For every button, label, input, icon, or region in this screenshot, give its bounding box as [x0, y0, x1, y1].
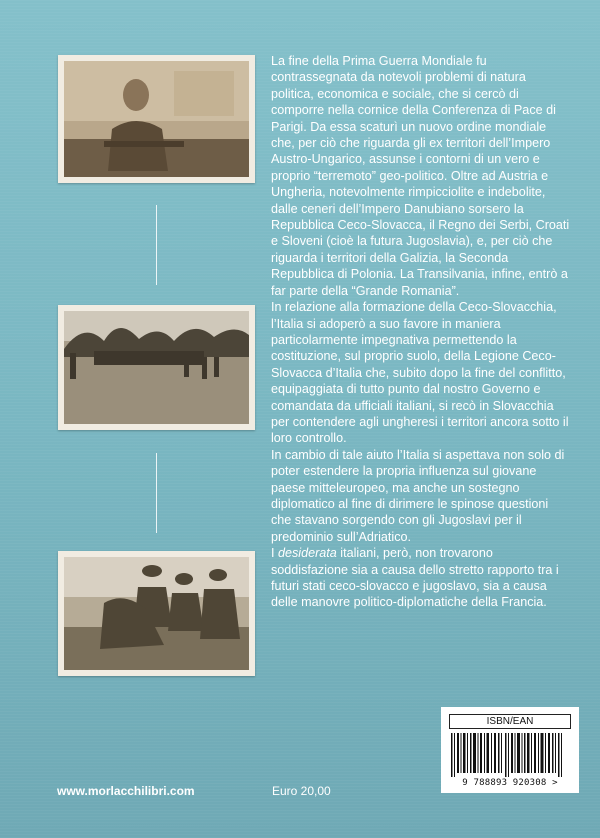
- blurb-paragraph-3: In cambio di tale aiuto l’Italia si aspettava non solo di poter estendere la propria influenza sul giovane paese mitteleuropeo, ma anche un sostegno diplomatico al fine di dirimere le spinose questioni che stavano sorgendo con gli Jugoslavi per il predominio sull’Adriatico.: [271, 447, 565, 544]
- photo-officer-at-desk: [58, 55, 255, 183]
- barcode-icon: [449, 733, 571, 777]
- book-price: Euro 20,00: [272, 784, 331, 798]
- divider-line: [156, 205, 157, 285]
- isbn-number: 9 788893 920308 >: [462, 778, 558, 788]
- blurb-p4-end: italiani, però, non trovarono soddisfazione sia a causa dello stretto rapporto tra i futuri stati ceco-slovacco e jugoslavo, sia a causa delle manovre politico-diplomatiche della Francia.: [271, 546, 559, 610]
- blurb-paragraph-4: [271, 545, 571, 611]
- blurb-p4-emphasis: desiderata: [278, 546, 337, 561]
- photo-troops-image: [64, 311, 249, 424]
- photo-soldiers-image: [64, 557, 249, 670]
- publisher-website[interactable]: www.morlacchilibri.com: [57, 784, 195, 798]
- back-cover-blurb: [271, 53, 571, 611]
- photo-resting-soldiers: [58, 551, 255, 676]
- divider-line: [156, 453, 157, 533]
- isbn-label: ISBN/EAN: [449, 714, 571, 729]
- blurb-paragraph-2: In relazione alla formazione della Ceco-Slovacchia, l’Italia si adoperò a suo favore in maniera particolarmente impegnativa permettendo la costituzione, sul proprio suolo, della Legione Ceco-Slovacca d’Italia che, subito dopo la fine del conflitto, equipaggiata di tutto punto dal nostro Governo e comandata da ufficiali italiani, si recò in Slovacchia per contendere agli ungheresi i territori ancora sotto il loro controllo.: [271, 300, 569, 446]
- blurb-p4-start: I: [271, 546, 278, 561]
- photo-officer-image: [64, 61, 249, 177]
- isbn-barcode-box: [441, 707, 579, 793]
- blurb-paragraph-1: La fine della Prima Guerra Mondiale fu contrassegnata da notevoli problemi di natura politica, economica e sociale, che si cercò di comporre nella cornice della Conferenza di Pace di Parigi. Da essa scaturì un nuovo ordine mondiale che, per ciò che riguarda gli ex territori dell’Impero Austro-Ungarico, assunse i contorni di un vero e proprio “terremoto” geo-politico. Oltre ad Austria e Ungheria, notevolmente rimpicciolite e indebolite, dalle ceneri dell’Impero Danubiano sorsero la Repubblica Ceco-Slovacca, il Regno dei Serbi, Croati e Sloveni (cioè la futura Jugoslavia), e, per ciò che riguarda i territori della Galizia, la Seconda Repubblica di Polonia. La Transilvania, infine, entrò a far parte della “Grande Romania”.: [271, 54, 570, 298]
- photo-marching-troops: [58, 305, 255, 430]
